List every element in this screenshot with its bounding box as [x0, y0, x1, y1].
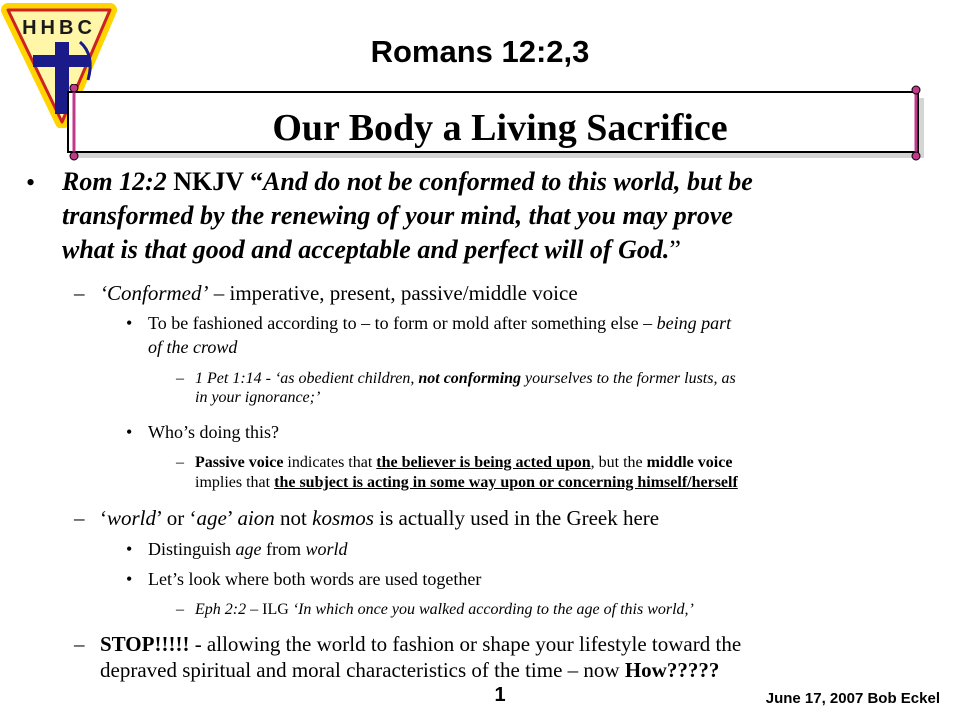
pet-quote-line-2: in your ignorance;’	[195, 389, 321, 406]
distinguish-line: Distinguish age from world	[148, 539, 348, 559]
world-age-line: ‘world’ or ‘age’ aion not kosmos is actually used in the Greek here	[100, 506, 660, 530]
dash-marker: –	[74, 506, 85, 530]
fashioned-line-1: To be fashioned according to – to form or mold after something else – being part	[148, 313, 732, 333]
footer-date-author: June 17, 2007 Bob Eckel	[765, 690, 940, 707]
dash-marker: –	[74, 281, 85, 305]
voice-line-1: Passive voice indicates that the believer is being acted upon, but the middle voice	[195, 454, 733, 471]
lets-look-line: Let’s look where both words are used together	[148, 569, 482, 589]
fashioned-line-2: of the crowd	[148, 337, 238, 357]
stop-line-2: depraved spiritual and moral characteristics of the time – now How?????	[100, 658, 720, 682]
bullet-marker: •	[26, 168, 36, 197]
voice-line-2: implies that the subject is acting in some way upon or concerning himself/herself	[195, 474, 738, 491]
stop-line-1: STOP!!!!! - allowing the world to fashion or shape your lifestyle toward the	[100, 632, 742, 656]
verse-line-1: Rom 12:2 NKJV “And do not be conformed to this world, but be	[62, 167, 753, 196]
slide-title: Romans 12:2,3	[370, 34, 590, 69]
bullet-marker: •	[126, 569, 133, 589]
pet-quote-line-1: 1 Pet 1:14 - ‘as obedient children, not conforming yourselves to the former lusts, as	[195, 370, 736, 387]
bullet-marker: •	[126, 422, 133, 442]
page-number: 1	[494, 684, 506, 706]
svg-text:HHBC: HHBC	[22, 17, 96, 39]
conformed-line: ‘Conformed’ – imperative, present, passive/middle voice	[100, 281, 578, 305]
verse-line-2: transformed by the renewing of your mind, that you may prove	[62, 201, 733, 230]
eph-quote-line: Eph 2:2 – ILG ‘In which once you walked according to the age of this world,’	[195, 601, 694, 618]
dash-marker: –	[176, 454, 184, 471]
dash-marker: –	[74, 632, 85, 656]
verse-ref: Rom 12:2	[62, 167, 167, 196]
banner-title: Our Body a Living Sacrifice	[272, 107, 728, 149]
dash-marker: –	[176, 601, 184, 618]
verse-line-3: what is that good and acceptable and perfect will of God.”	[62, 235, 681, 264]
dash-marker: –	[176, 370, 184, 387]
bullet-marker: •	[126, 539, 133, 559]
bullet-marker: •	[126, 313, 133, 333]
whos-doing-line: Who’s doing this?	[148, 422, 279, 442]
